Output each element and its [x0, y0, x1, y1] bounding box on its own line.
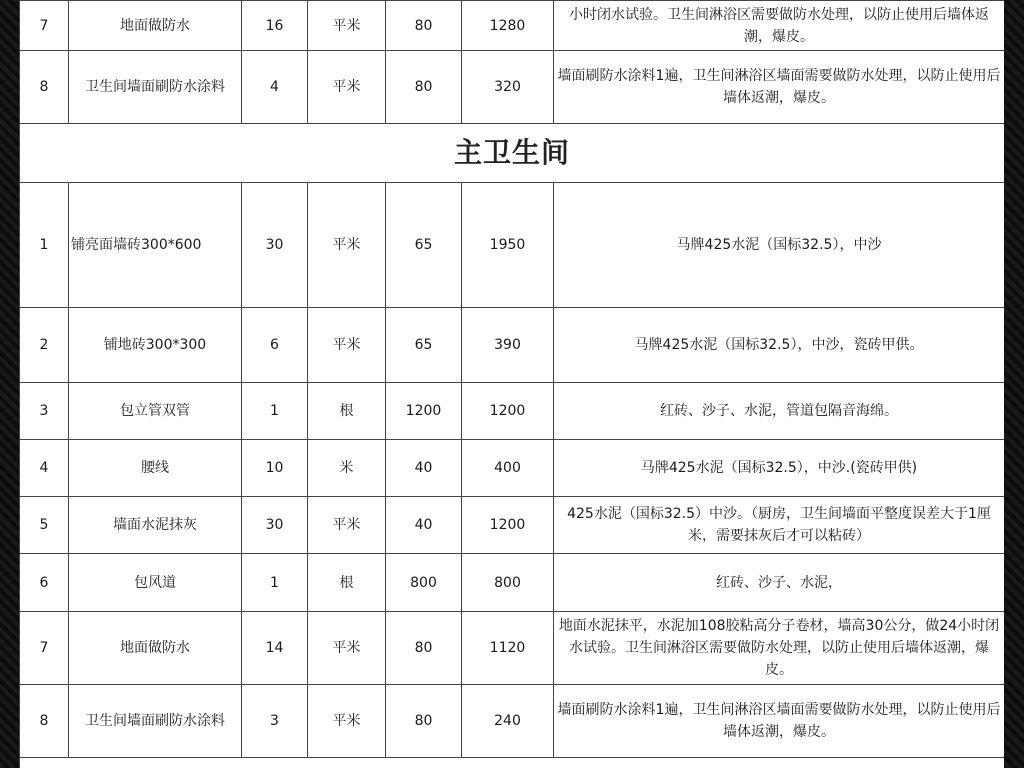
item-note: 马牌425水泥（国标32.5），中沙 [554, 183, 1005, 308]
item-quantity: 1 [242, 383, 308, 440]
item-note: 墙面刷防水涂料1遍，卫生间淋浴区墙面需要做防水处理，以防止使用后墙体返潮，爆皮。 [554, 685, 1005, 758]
item-note: 红砖、沙子、水泥，管道包隔音海绵。 [554, 383, 1005, 440]
item-unit: 平米 [308, 183, 386, 308]
item-unit: 平米 [308, 51, 386, 124]
item-name: 墙面水泥抹灰 [69, 497, 242, 554]
item-total: 320 [462, 51, 554, 124]
item-unit-price: 65 [386, 308, 462, 383]
item-note: 马牌425水泥（国标32.5），中沙.(瓷砖甲供) [554, 440, 1005, 497]
next-section-row [20, 758, 1005, 768]
item-unit: 根 [308, 554, 386, 612]
item-total: 240 [462, 685, 554, 758]
table-row [20, 440, 1005, 497]
item-note: 地面水泥抹平，水泥加108胶粘高分子卷材，墙高30公分，做24小时闭水试验。卫生间淋浴区需要做防水处理，以防止使用后墙体返潮，爆皮。 [554, 612, 1005, 685]
item-quantity: 1 [242, 554, 308, 612]
item-unit-price: 80 [386, 685, 462, 758]
item-unit-price: 80 [386, 1, 462, 51]
item-unit-price: 80 [386, 612, 462, 685]
item-unit: 平米 [308, 1, 386, 51]
item-note: 425水泥（国标32.5）中沙。（厨房，卫生间墙面平整度误差大于1厘米，需要抹灰后才可以粘砖） [554, 497, 1005, 554]
table-row [20, 554, 1005, 612]
item-note: 红砖、沙子、水泥， [554, 554, 1005, 612]
item-note: 墙面刷防水涂料1遍，卫生间淋浴区墙面需要做防水处理，以防止使用后墙体返潮，爆皮。 [554, 51, 1005, 124]
item-unit-price: 65 [386, 183, 462, 308]
row-number: 6 [20, 554, 69, 612]
table-row [20, 308, 1005, 383]
table-row [20, 612, 1005, 685]
row-number: 7 [20, 1, 69, 51]
item-note: 小时闭水试验。卫生间淋浴区需要做防水处理，以防止使用后墙体返潮，爆皮。 [554, 1, 1005, 51]
quote-sheet [19, 0, 1004, 768]
item-unit-price: 40 [386, 440, 462, 497]
item-total: 1950 [462, 183, 554, 308]
row-number: 8 [20, 685, 69, 758]
item-quantity: 10 [242, 440, 308, 497]
table-row [20, 183, 1005, 308]
item-name: 地面做防水 [69, 612, 242, 685]
item-quantity: 16 [242, 1, 308, 51]
item-quantity: 30 [242, 183, 308, 308]
item-unit-price: 40 [386, 497, 462, 554]
item-total: 1200 [462, 497, 554, 554]
table-row [20, 497, 1005, 554]
item-quantity: 30 [242, 497, 308, 554]
item-note: 马牌425水泥（国标32.5），中沙，瓷砖甲供。 [554, 308, 1005, 383]
row-number: 1 [20, 183, 69, 308]
row-number: 4 [20, 440, 69, 497]
quote-table [19, 0, 1004, 768]
item-total: 390 [462, 308, 554, 383]
row-number: 7 [20, 612, 69, 685]
row-number: 3 [20, 383, 69, 440]
item-name: 卫生间墙面刷防水涂料 [69, 51, 242, 124]
row-number: 8 [20, 51, 69, 124]
item-name: 铺地砖300*300 [69, 308, 242, 383]
item-name: 卫生间墙面刷防水涂料 [69, 685, 242, 758]
item-unit-price: 80 [386, 51, 462, 124]
item-name: 地面做防水 [69, 1, 242, 51]
item-unit: 平米 [308, 308, 386, 383]
item-name: 腰线 [69, 440, 242, 497]
table-row [20, 1, 1005, 51]
item-quantity: 6 [242, 308, 308, 383]
item-quantity: 14 [242, 612, 308, 685]
item-name: 包风道 [69, 554, 242, 612]
item-unit: 米 [308, 440, 386, 497]
next-section-title [20, 758, 1005, 768]
item-name: 铺亮面墙砖300*600 [69, 183, 242, 308]
item-unit: 平米 [308, 685, 386, 758]
item-total: 400 [462, 440, 554, 497]
section-title: 主卫生间 [20, 124, 1005, 183]
table-row [20, 685, 1005, 758]
table-row [20, 383, 1005, 440]
item-name: 包立管双管 [69, 383, 242, 440]
item-unit: 平米 [308, 612, 386, 685]
item-unit: 平米 [308, 497, 386, 554]
item-unit: 根 [308, 383, 386, 440]
row-number: 5 [20, 497, 69, 554]
item-total: 1200 [462, 383, 554, 440]
item-unit-price: 1200 [386, 383, 462, 440]
section-header-row [20, 124, 1005, 183]
item-total: 1280 [462, 1, 554, 51]
item-quantity: 3 [242, 685, 308, 758]
item-unit-price: 800 [386, 554, 462, 612]
item-total: 1120 [462, 612, 554, 685]
item-total: 800 [462, 554, 554, 612]
row-number: 2 [20, 308, 69, 383]
table-row [20, 51, 1005, 124]
item-quantity: 4 [242, 51, 308, 124]
